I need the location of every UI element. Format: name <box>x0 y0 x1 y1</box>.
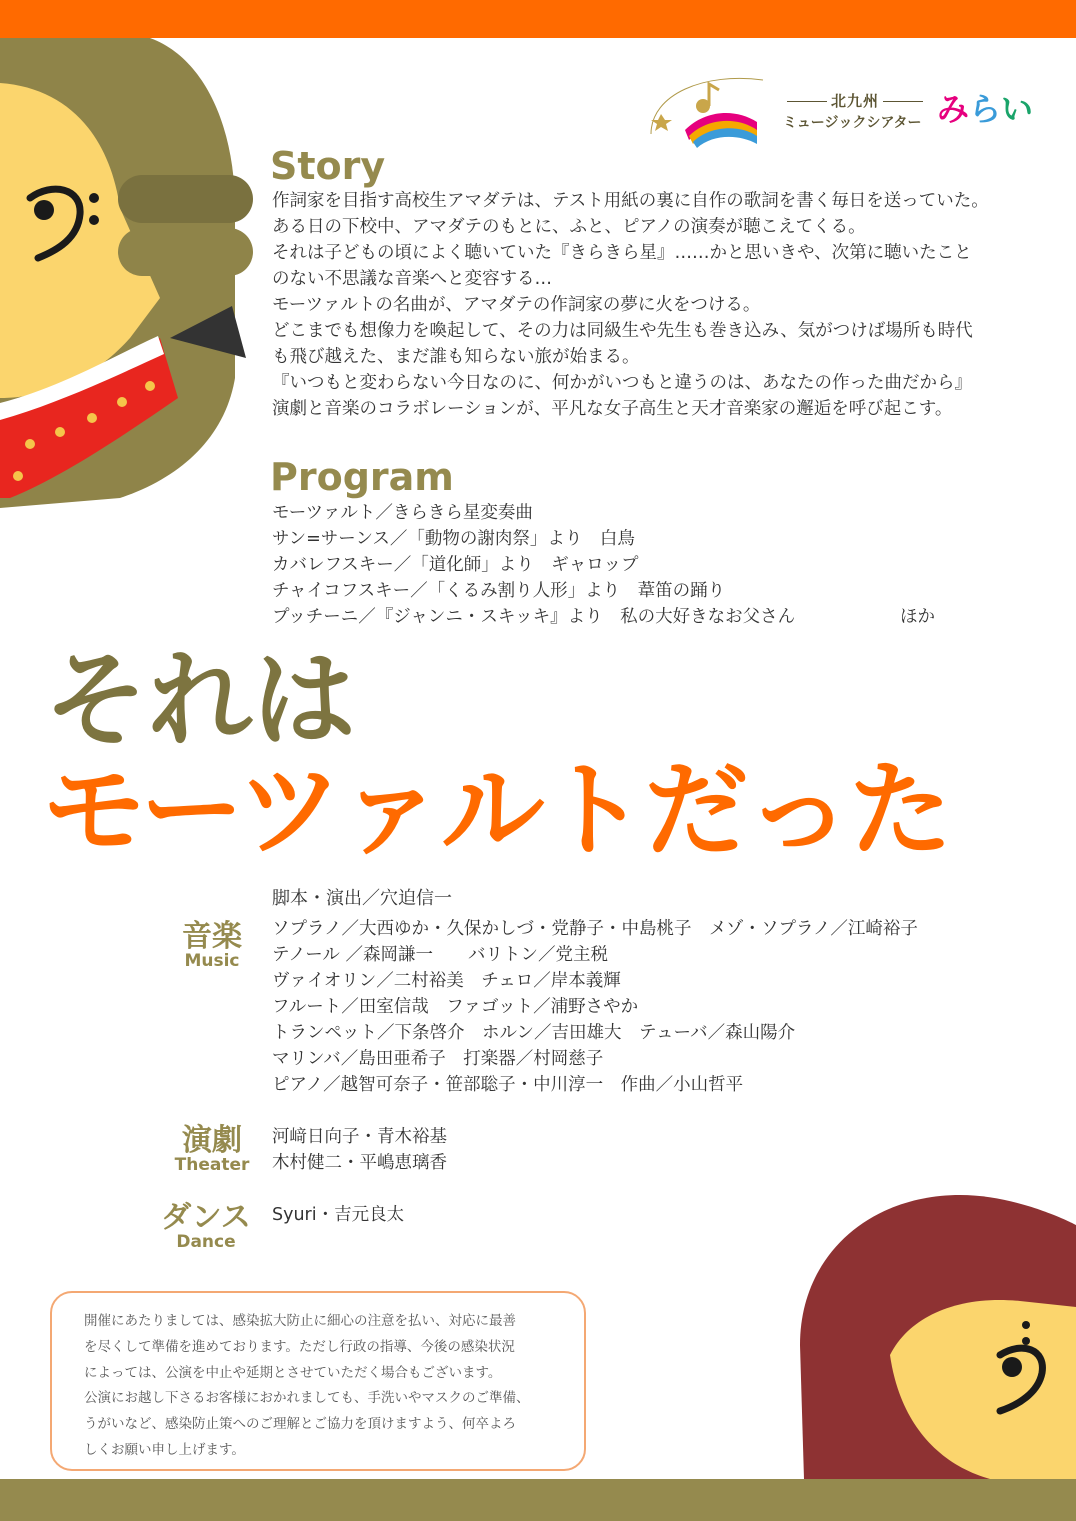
cast-line: テノール ／森岡謙一 バリトン／党主税 <box>272 945 608 965</box>
logo-name-text: ミュージックシアター <box>783 115 922 131</box>
dance-label-jp: ダンス <box>161 1200 251 1235</box>
program-item: カバレフスキー／「道化師」より ギャロップ <box>272 555 639 575</box>
cast-line: ピアノ／越智可奈子・笹部聡子・中川淳一 作曲／小山哲平 <box>272 1075 744 1095</box>
dance-cast-list <box>272 1202 404 1228</box>
story-line: ある日の下校中、アマダテのもとに、ふと、ピアノの演奏が聴こえてくる。 <box>272 217 866 237</box>
cast-line: マリンバ／島田亜希子 打楽器／村岡慈子 <box>272 1049 604 1069</box>
story-line: モーツァルトの名曲が、アマダテの作詞家の夢に火をつける。 <box>272 295 761 315</box>
logo-sub-text: 北九州 <box>831 92 880 110</box>
program-item: プッチーニ／『ジャンニ・スキッキ』より 私の大好きなお父さん <box>272 607 796 627</box>
logo-mirai-text: みらい <box>937 90 1034 128</box>
program-item: サン=サーンス／「動物の謝肉祭」より 白鳥 <box>272 529 635 549</box>
notice-line: うがいなど、感染防止策へのご理解とご協力を頂けますよう、何卒よろ <box>84 1416 516 1433</box>
notice-line: を尽くして準備を進めております。ただし行政の指導、今後の感染状況 <box>84 1338 515 1355</box>
notice-line: しくお願い申し上げます。 <box>84 1441 245 1458</box>
music-cast-list <box>272 916 918 1098</box>
dance-label-en: Dance <box>176 1232 236 1252</box>
story-line: 演劇と音楽のコラボレーションが、平凡な女子高生と天才音楽家の邂逅を呼び起こす。 <box>272 399 953 419</box>
story-text <box>272 188 1062 422</box>
cast-line: Syuri・吉元良太 <box>272 1205 405 1225</box>
main-title-line-1: それは <box>44 639 357 761</box>
program-item: モーツァルト／きらきら星変奏曲 <box>272 503 533 523</box>
covid-notice-box <box>50 1291 586 1471</box>
story-line: 『いつもと変わらない今日なのに、何かがいつもと違うのは、あなたの作った曲だから』 <box>272 373 972 393</box>
cast-line: 河﨑日向子・青木裕基 <box>272 1127 447 1147</box>
main-title-line-2: モーツァルトだった <box>42 749 951 871</box>
cast-line: トランペット／下条啓介 ホルン／吉田雄大 テューバ／森山陽介 <box>272 1023 796 1043</box>
program-heading: Program <box>270 455 454 499</box>
girl-illustration <box>790 1195 1076 1479</box>
music-category-label <box>170 919 254 971</box>
program-list <box>272 500 972 630</box>
wig-curl-bottom <box>118 228 253 276</box>
cast-line: 木村健二・平嶋恵璃香 <box>272 1153 447 1173</box>
logo-mark-icon <box>645 72 775 150</box>
logo-sub-line <box>783 90 927 111</box>
theater-category-label <box>170 1123 254 1175</box>
top-accent-bar <box>0 0 1076 38</box>
notice-line: によっては、公演を中止や延期とさせていただく場合もございます。 <box>84 1364 502 1381</box>
theater-label-en: Theater <box>174 1155 250 1175</box>
notice-line: 公演にお越し下さるお客様におかれましても、手洗いやマスクのご準備、 <box>84 1390 530 1407</box>
dance-category-label <box>160 1200 252 1252</box>
director-credit: 脚本・演出／穴迫信一 <box>272 888 452 909</box>
program-item: チャイコフスキー／「くるみ割り人形」より 葦笛の踊り <box>272 581 726 601</box>
cast-line: フルート／田室信哉 ファゴット／浦野さやか <box>272 997 639 1017</box>
music-label-jp: 音楽 <box>182 919 242 954</box>
story-line: どこまでも想像力を喚起して、その力は同級生や先生も巻き込み、気がつけば場所も時代 <box>272 321 973 341</box>
story-line: それは子どもの頃によく聴いていた『きらきら星』……かと思いきや、次第に聴いたこと <box>272 243 972 263</box>
story-heading: Story <box>270 144 386 188</box>
theater-cast-list <box>272 1124 447 1176</box>
story-line: のない不思議な音楽へと変容する… <box>272 269 552 289</box>
cast-line: ヴァイオリン／二村裕美 チェロ／岸本義輝 <box>272 971 621 991</box>
story-line: 作詞家を目指す高校生アマダテは、テスト用紙の裏に自作の歌詞を書く毎日を送っていた。 <box>272 191 989 211</box>
program-item-last <box>272 604 972 630</box>
mozart-illustration <box>0 38 260 508</box>
bottom-accent-bar <box>0 1479 1076 1521</box>
music-label-en: Music <box>184 951 240 971</box>
cast-line: ソプラノ／大西ゆか・久保かしづ・党静子・中島桃子 メゾ・ソプラノ／江崎裕子 <box>272 919 918 939</box>
theater-label-jp: 演劇 <box>182 1123 242 1158</box>
wig-curl-top <box>118 175 253 223</box>
program-suffix: ほか <box>900 607 935 627</box>
notice-line: 開催にあたりましては、感染拡大防止に細心の注意を払い、対応に最善 <box>84 1313 516 1329</box>
mirai-logo <box>645 72 1045 152</box>
story-line: も飛び越えた、まだ誰も知らない旅が始まる。 <box>272 347 640 367</box>
